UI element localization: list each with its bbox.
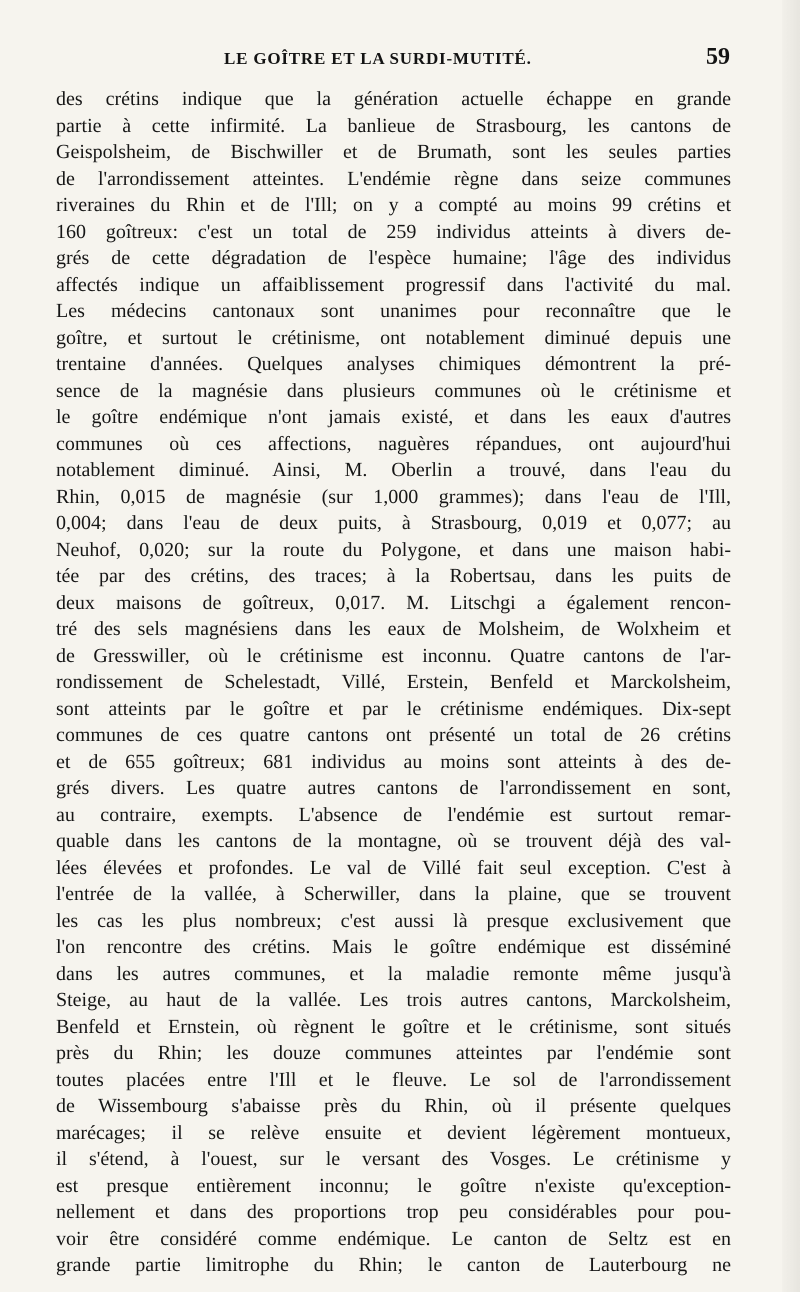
text-line-11: trentaine d'années. Quelques analyses chimiques démontrent la pré- bbox=[56, 353, 731, 375]
text-line-43: nellement et dans des proportions trop peu considérables pour pou- bbox=[56, 1201, 731, 1223]
text-line-24: sont atteints par le goître et par le crétinisme endémiques. Dix-sept bbox=[56, 697, 731, 720]
text-line-16: Rhin, 0,015 de magnésie (sur 1,000 grammes); dans l'eau de l'Ill, bbox=[56, 485, 731, 508]
text-line-9: Les médecins cantonaux sont unanimes pour reconnaître que le bbox=[56, 300, 731, 322]
text-line-45: grande partie limitrophe du Rhin; le canton de Lauterbourg ne bbox=[56, 1254, 731, 1276]
text-line-22: de Gresswiller, où le crétinisme est inconnu. Quatre cantons de l'ar- bbox=[56, 644, 731, 667]
text-line-17: 0,004; dans l'eau de deux puits, à Strasbourg, 0,019 et 0,077; au bbox=[56, 512, 731, 534]
text-line-1: des crétins indique que la génération actuelle échappe en grande bbox=[56, 88, 731, 110]
text-line-42: est presque entièrement inconnu; le goître n'existe qu'exception- bbox=[56, 1174, 731, 1197]
text-line-4: de l'arrondissement atteintes. L'endémie règne dans seize communes bbox=[56, 167, 731, 190]
text-line-44: voir être considéré comme endémique. Le canton de Seltz est en bbox=[56, 1227, 731, 1250]
text-line-8: affectés indique un affaiblissement progressif dans l'activité du mal. bbox=[56, 273, 731, 296]
running-title: LE GOÎTRE ET LA SURDI-MUTITÉ. bbox=[224, 49, 532, 68]
text-line-14: communes où ces affections, naguères répandues, ont aujourd'hui bbox=[56, 432, 731, 455]
body-text bbox=[56, 86, 731, 1279]
text-line-38: toutes placées entre l'Ill et le fleuve. Le sol de l'arrondissement bbox=[56, 1068, 731, 1091]
text-line-35: Steige, au haut de la vallée. Les trois autres cantons, Marckolsheim, bbox=[56, 989, 731, 1011]
text-line-5: riveraines du Rhin et de l'Ill; on y a compté au moins 99 crétins et bbox=[56, 194, 731, 216]
text-line-20: deux maisons de goîtreux, 0,017. M. Litschgi a également rencon- bbox=[56, 591, 731, 614]
text-line-21: tré des sels magnésiens dans les eaux de Molsheim, de Wolxheim et bbox=[56, 618, 731, 640]
text-line-33: l'on rencontre des crétins. Mais le goître endémique est disséminé bbox=[56, 936, 731, 958]
text-line-26: et de 655 goîtreux; 681 individus au moins sont atteints à des de- bbox=[56, 750, 731, 773]
page-header bbox=[0, 40, 800, 80]
text-line-34: dans les autres communes, et la maladie remonte même jusqu'à bbox=[56, 962, 731, 985]
text-line-7: grés de cette dégradation de l'espèce humaine; l'âge des individus bbox=[56, 247, 731, 269]
text-line-3: Geispolsheim, de Bischwiller et de Brumath, sont les seules parties bbox=[56, 141, 731, 163]
page-number: 59 bbox=[706, 44, 730, 70]
text-line-25: communes de ces quatre cantons ont présenté un total de 26 crétins bbox=[56, 724, 731, 746]
text-line-36: Benfeld et Ernstein, où règnent le goître et le crétinisme, sont situés bbox=[56, 1015, 731, 1038]
text-line-41: il s'étend, à l'ouest, sur le versant des Vosges. Le crétinisme y bbox=[56, 1148, 731, 1170]
text-line-40: marécages; il se relève ensuite et devient légèrement montueux, bbox=[56, 1121, 731, 1144]
text-line-27: grés divers. Les quatre autres cantons de l'arrondissement en sont, bbox=[56, 777, 731, 799]
text-line-13: le goître endémique n'ont jamais existé, et dans les eaux d'autres bbox=[56, 406, 731, 428]
text-line-32: les cas les plus nombreux; c'est aussi là presque exclusivement que bbox=[56, 909, 731, 932]
text-line-10: goître, et surtout le crétinisme, ont notablement diminué depuis une bbox=[56, 326, 731, 349]
text-line-28: au contraire, exempts. L'absence de l'endémie est surtout remar- bbox=[56, 803, 731, 826]
text-line-30: lées élevées et profondes. Le val de Villé fait seul exception. C'est à bbox=[56, 856, 731, 879]
text-line-12: sence de la magnésie dans plusieurs communes où le crétinisme et bbox=[56, 379, 731, 402]
text-line-31: l'entrée de la vallée, à Scherwiller, dans la plaine, que se trouvent bbox=[56, 883, 731, 905]
text-line-23: rondissement de Schelestadt, Villé, Erstein, Benfeld et Marckolsheim, bbox=[56, 671, 731, 693]
text-line-39: de Wissembourg s'abaisse près du Rhin, où il présente quelques bbox=[56, 1095, 731, 1117]
text-line-6: 160 goîtreux: c'est un total de 259 individus atteints à divers de- bbox=[56, 220, 731, 243]
text-line-15: notablement diminué. Ainsi, M. Oberlin a trouvé, dans l'eau du bbox=[56, 459, 731, 481]
text-line-19: tée par des crétins, des traces; à la Robertsau, dans les puits de bbox=[56, 565, 731, 587]
text-line-2: partie à cette infirmité. La banlieue de Strasbourg, les cantons de bbox=[56, 114, 731, 137]
page-edge bbox=[782, 0, 800, 1292]
text-line-29: quable dans les cantons de la montagne, où se trouvent déjà des val- bbox=[56, 830, 731, 852]
text-line-37: près du Rhin; les douze communes atteintes par l'endémie sont bbox=[56, 1042, 731, 1064]
text-line-18: Neuhof, 0,020; sur la route du Polygone, et dans une maison habi- bbox=[56, 538, 731, 561]
